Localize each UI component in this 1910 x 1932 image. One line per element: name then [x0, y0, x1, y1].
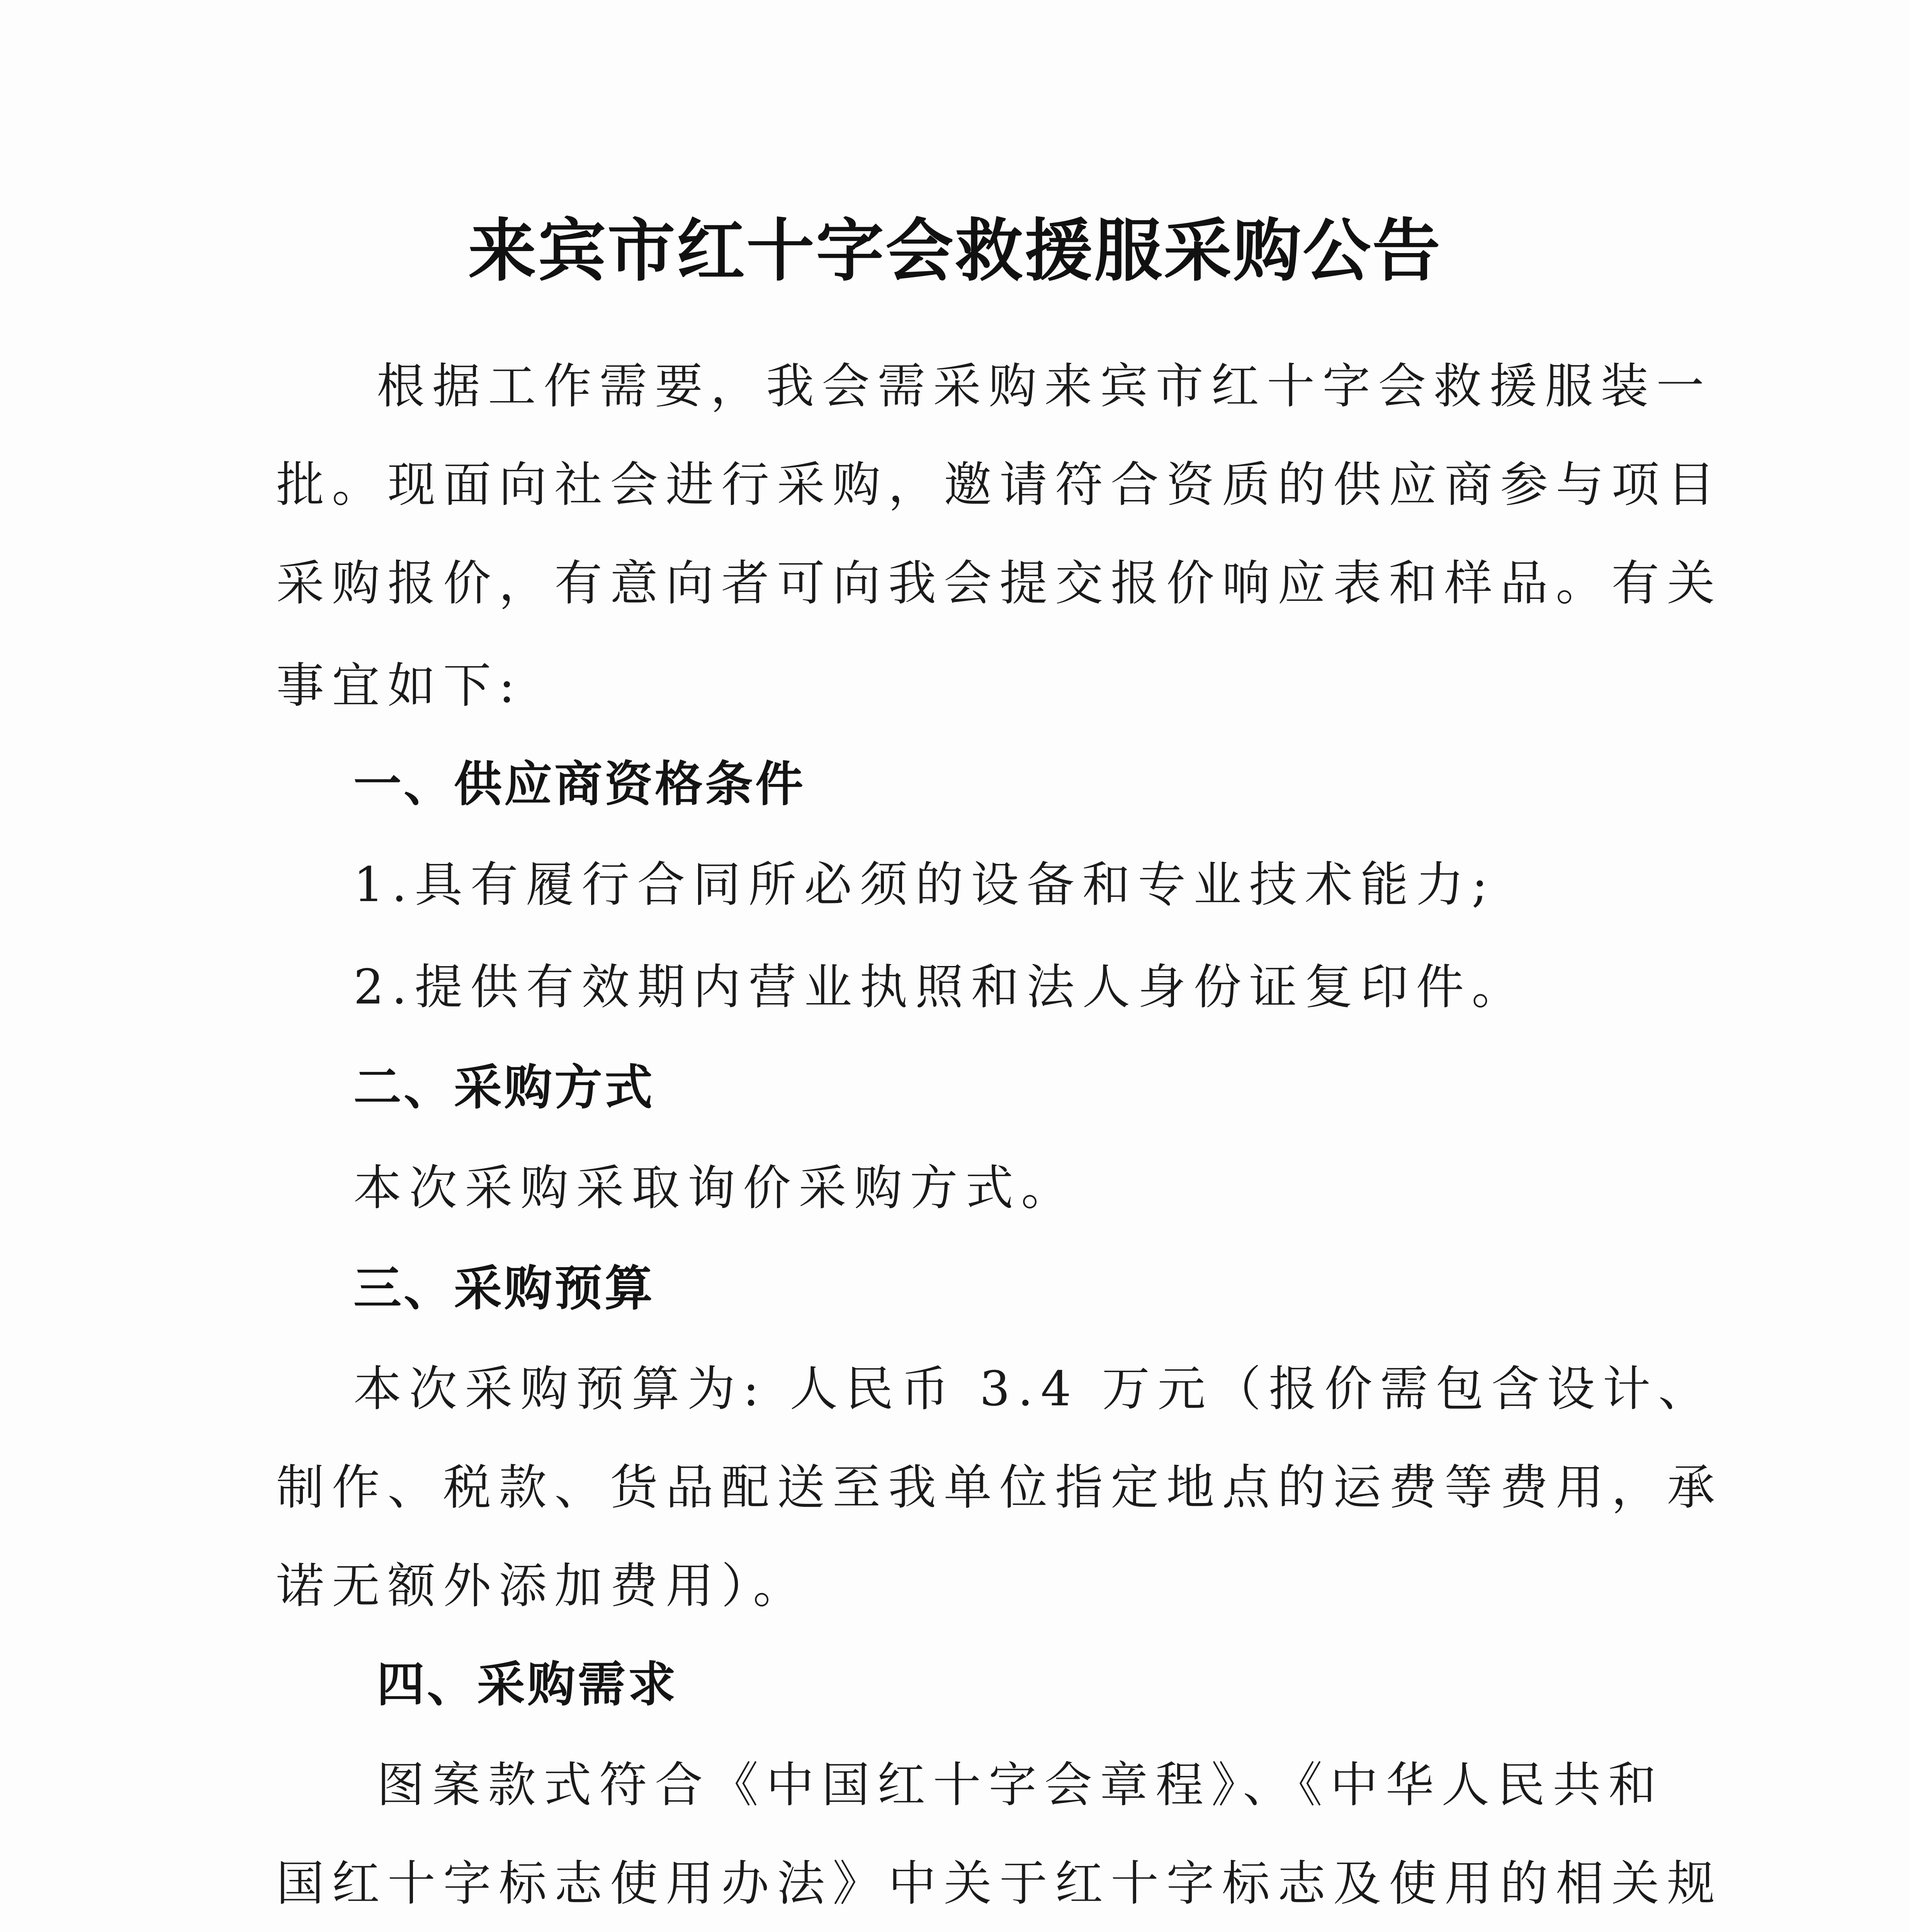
section-4-line-1: 图案款式符合《中国红十字会章程》、《中华人民共和 — [377, 1757, 1664, 1813]
section-1-heading: 一、供应商资格条件 — [353, 757, 806, 812]
intro-line-3: 采购报价，有意向者可向我会提交报价响应表和样品。有关 — [276, 556, 1723, 611]
section-1-item-1: 1.具有履行合同所必须的设备和专业技术能力; — [353, 857, 1496, 913]
section-2-line-1: 本次采购采取询价采购方式。 — [353, 1160, 1077, 1216]
section-3-line-1: 本次采购预算为: 人民币 3.4 万元（报价需包含设计、 — [353, 1361, 1714, 1417]
document-title: 来宾市红十字会救援服采购公告 — [468, 211, 1442, 291]
section-1-item-2: 2.提供有效期内营业执照和法人身份证复印件。 — [353, 959, 1528, 1015]
intro-line-4: 事宜如下: — [276, 658, 523, 714]
section-2-heading: 二、采购方式 — [353, 1060, 655, 1116]
section-4-line-2: 国红十字标志使用办法》中关于红十字标志及使用的相关规 — [276, 1856, 1723, 1912]
section-3-heading: 三、采购预算 — [353, 1261, 655, 1316]
section-4-heading: 四、采购需求 — [377, 1657, 678, 1713]
section-3-line-3: 诺无额外添加费用）。 — [276, 1558, 809, 1614]
section-3-line-2: 制作、税款、货品配送至我单位指定地点的运费等费用，承 — [276, 1460, 1723, 1515]
intro-line-2: 批。现面向社会进行采购，邀请符合资质的供应商参与项目 — [276, 457, 1723, 513]
intro-line-1: 根据工作需要，我会需采购来宾市红十字会救援服装一 — [377, 359, 1712, 414]
